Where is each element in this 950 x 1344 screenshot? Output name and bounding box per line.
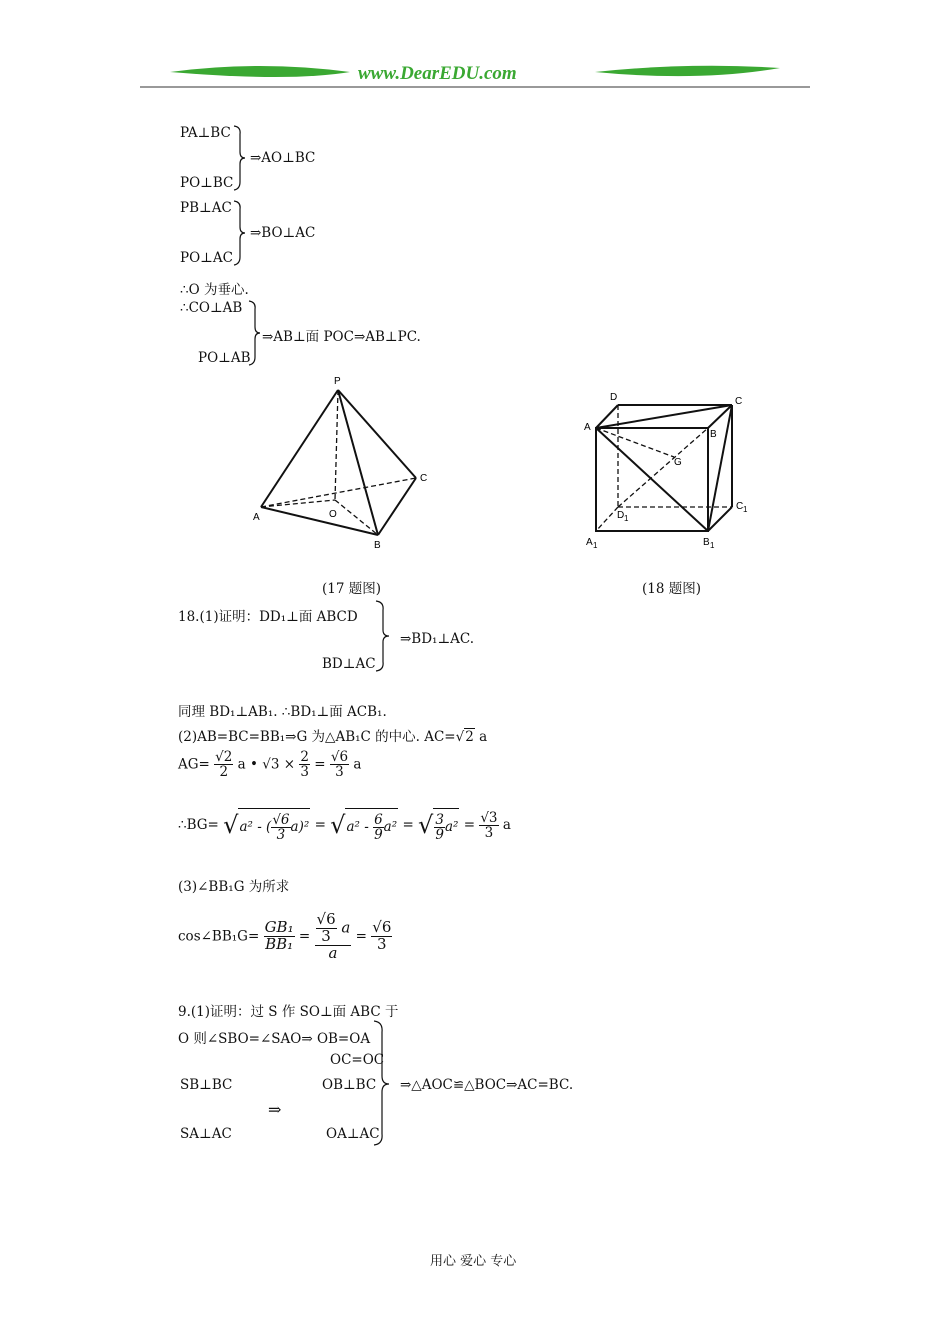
p18-cos-eq2: = bbox=[355, 928, 367, 945]
p18-a1: 18.(1)证明：DD₁⊥面 ABCD bbox=[178, 609, 358, 625]
caption-17: (17 题图) bbox=[322, 581, 382, 597]
f18-sub-D1: 1 bbox=[624, 514, 629, 523]
p18-ag-frac3: $\frac{√6}{3}$ bbox=[330, 749, 349, 781]
p17-r3a: ∴CO⊥AB bbox=[180, 300, 243, 316]
p18-ag-frac2: $\frac{2}{3}$ bbox=[300, 749, 309, 781]
p18-bg-label: ∴BG= bbox=[178, 817, 219, 834]
f18-label-A1: A bbox=[586, 537, 593, 548]
p18-ag-eq: = bbox=[314, 756, 326, 773]
p17-r1c: ⇒AO⊥BC bbox=[250, 150, 316, 166]
p18-ag-a: a bbox=[353, 756, 362, 773]
p17-l3: ∴O 为垂心. bbox=[180, 282, 249, 298]
f18-sub-C1: 1 bbox=[743, 505, 748, 514]
p19-d2: OB⊥BC bbox=[322, 1077, 377, 1093]
p18-bg-root1: √ bbox=[223, 811, 239, 840]
p19-f2: OA⊥AC bbox=[326, 1126, 380, 1142]
p18-d: (3)∠BB₁G 为所求 bbox=[178, 879, 290, 895]
p19-a: 9.(1)证明：过 S 作 SO⊥面 ABC 于 bbox=[178, 1004, 399, 1020]
p19-res: ⇒△AOC≌△BOC⇒AC=BC. bbox=[400, 1077, 574, 1093]
p18-bg-frac4: $\frac{√3}{3}$ bbox=[480, 809, 498, 841]
f18-label-B: B bbox=[710, 429, 717, 440]
p18-a3: ⇒BD₁⊥AC. bbox=[400, 631, 475, 647]
p18-cos-frac1: $\frac{\text{GB₁}}{\text{BB₁}}$ bbox=[264, 918, 294, 954]
p18-ag-sqrt3: √3 bbox=[262, 756, 280, 773]
p18-bg-eq2: = bbox=[402, 817, 414, 834]
p18-c-line bbox=[178, 725, 487, 745]
p18-bg-term3: a² bbox=[444, 819, 459, 836]
f18-label-G: G bbox=[674, 457, 682, 468]
p18-c-root: √2 bbox=[455, 729, 474, 745]
f18-label-A: A bbox=[584, 422, 591, 433]
f17-label-P: P bbox=[334, 376, 341, 387]
f18-sub-B1: 1 bbox=[710, 541, 715, 550]
p18-a2: BD⊥AC bbox=[322, 656, 376, 672]
figure-17-tetrahedron bbox=[248, 370, 438, 555]
p19-d1: SB⊥BC bbox=[180, 1077, 233, 1093]
p17-r3c: ⇒AB⊥面 POC⇒AB⊥PC. bbox=[262, 329, 421, 345]
p18-b: 同理 BD₁⊥AB₁. ∴BD₁⊥面 ACB₁. bbox=[178, 704, 387, 720]
f18-label-D1: D bbox=[617, 510, 625, 521]
f17-label-A: A bbox=[253, 512, 260, 523]
p18-bg-term2-tail: a² bbox=[383, 819, 398, 836]
p18-ag-label: AG= bbox=[178, 756, 210, 773]
f18-label-C: C bbox=[735, 396, 743, 407]
p18-bg-root2: √ bbox=[330, 811, 346, 840]
p18-bg-term1-tail: a)² bbox=[290, 819, 310, 836]
f18-label-D: D bbox=[610, 392, 618, 403]
p19-c: OC=OC bbox=[330, 1052, 385, 1068]
p18-bg-term1: a² - ( bbox=[239, 819, 272, 836]
p18-c: (2)AB=BC=BB₁⇒G 为△AB₁C 的中心. AC= bbox=[178, 729, 456, 745]
f17-label-O: O bbox=[329, 509, 337, 520]
footer-motto: 用心 爱心 专心 bbox=[430, 1254, 517, 1269]
caption-18: (18 题图) bbox=[642, 581, 702, 597]
f18-label-C1: C bbox=[736, 501, 744, 512]
p18-ag-mid: a • bbox=[237, 756, 263, 773]
p18-cos-label: cos∠BB₁G= bbox=[178, 928, 260, 945]
p17-r2b: PO⊥AC bbox=[180, 250, 233, 266]
f18-sub-A1: 1 bbox=[593, 541, 598, 550]
p18-bg-a: a bbox=[502, 817, 511, 834]
p18-cos-line bbox=[178, 912, 392, 961]
p18-cos-frac3: $\frac{√6}{3}$ bbox=[372, 918, 392, 954]
p18-ag-times: × bbox=[283, 756, 296, 773]
p17-r3b: PO⊥AB bbox=[198, 350, 251, 366]
p17-braces bbox=[0, 0, 950, 400]
p18-brace bbox=[370, 598, 400, 678]
p18-c-tail: a bbox=[479, 729, 488, 745]
p17-r2c: ⇒BO⊥AC bbox=[250, 225, 316, 241]
p18-bg-frac3: $\frac{3}{9}$ bbox=[435, 812, 444, 844]
site-logo: www.DearEDU.com bbox=[358, 63, 517, 84]
p18-cos-frac2: $\frac{√6}{3}$ a a bbox=[316, 910, 351, 962]
p19-f1: SA⊥AC bbox=[180, 1126, 232, 1142]
p17-r1a: PA⊥BC bbox=[180, 125, 231, 141]
p18-bg-eq3: = bbox=[463, 817, 476, 834]
f18-label-B1: B bbox=[703, 537, 710, 548]
p18-bg-frac1: $\frac{√6}{3}$ bbox=[272, 812, 290, 844]
p17-r2a: PB⊥AC bbox=[180, 200, 232, 216]
p18-bg-root3: √ bbox=[418, 811, 434, 840]
p17-r1b: PO⊥BC bbox=[180, 175, 234, 191]
f17-label-B: B bbox=[374, 540, 381, 551]
p18-bg-eq1: = bbox=[314, 817, 326, 834]
figure-18-cube bbox=[578, 385, 758, 555]
p18-bg-term2: a² - bbox=[346, 819, 374, 836]
p18-cos-eq: = bbox=[298, 928, 311, 945]
p18-ag-frac1: $\frac{√2}{2}$ bbox=[215, 749, 233, 781]
f17-label-C: C bbox=[420, 473, 428, 484]
p18-bg-frac2: $\frac{6}{9}$ bbox=[374, 812, 383, 844]
p19-b: O 则∠SBO=∠SAO⇒ OB=OA bbox=[178, 1031, 371, 1047]
p19-e: ⇒ bbox=[268, 1100, 282, 1119]
p18-bg-line bbox=[178, 808, 511, 842]
p18-ag-line bbox=[178, 750, 361, 779]
p19-brace bbox=[368, 1018, 398, 1148]
